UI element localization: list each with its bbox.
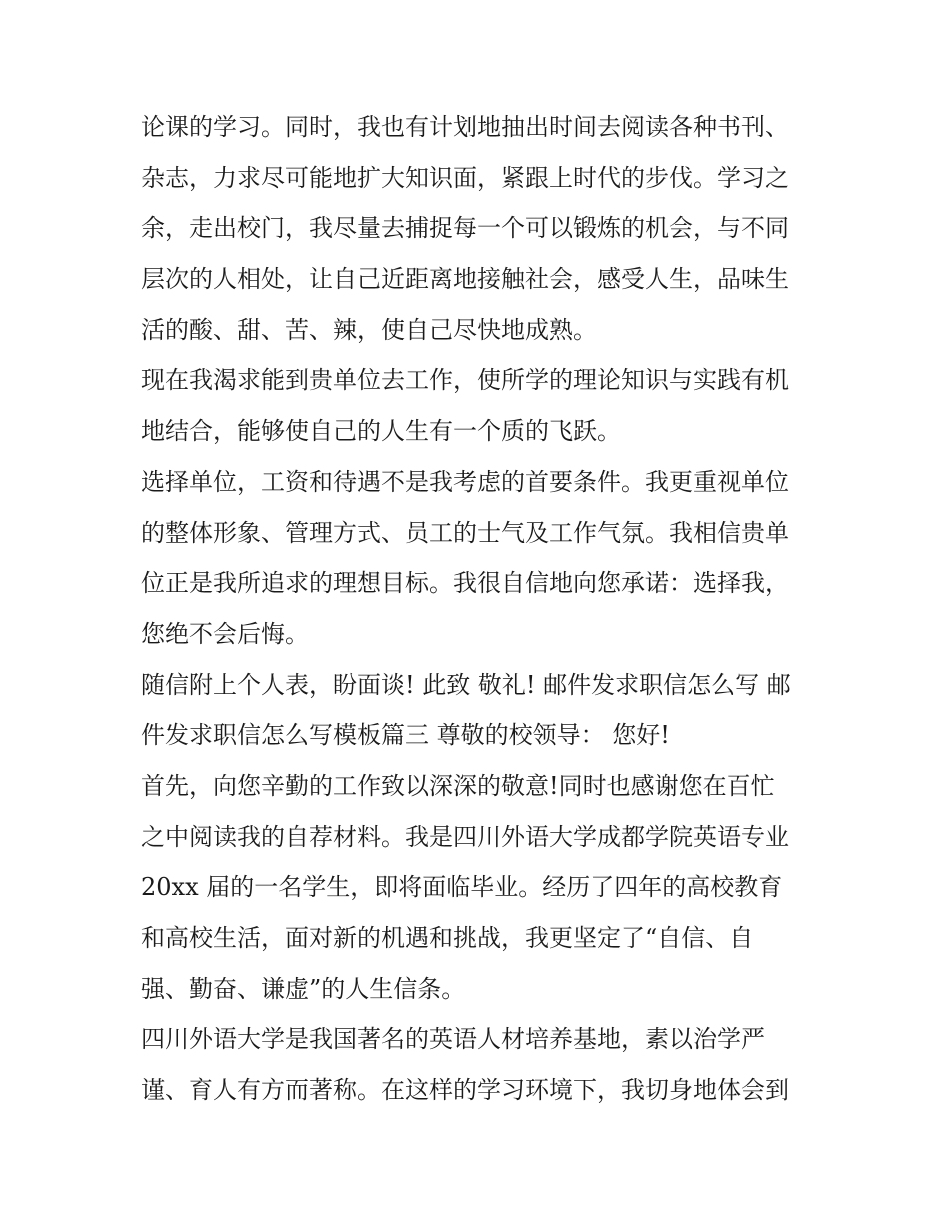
body-text: [141, 102, 821, 1116]
text-line: 随信附上个人表，盼面谈! 此致 敬礼! 邮件发求职信怎么写 邮: [141, 670, 791, 699]
text-line: 余，走出校门，我尽量去捕捉每一个可以锻炼的机会，与不同: [141, 214, 789, 243]
text-line: 杂志，力求尽可能地扩大知识面，紧跟上时代的步伐。学习之: [141, 163, 789, 192]
text-line: 件发求职信怎么写模板篇三 尊敬的校领导： 您好!: [141, 721, 670, 750]
text-line: 之中阅读我的自荐材料。我是四川外语大学成都学院英语专业: [141, 822, 789, 851]
text-line: 活的酸、甜、苦、辣，使自己尽快地成熟。: [141, 315, 597, 344]
text-line: 20xx 届的一名学生，即将面临毕业。经历了四年的高校教育: [141, 873, 783, 902]
text-line: 您绝不会后悔。: [141, 619, 309, 648]
text-line: 选择单位，工资和待遇不是我考虑的首要条件。我更重视单位: [141, 467, 789, 496]
text-line: 层次的人相处，让自己近距离地接触社会，感受人生，品味生: [141, 265, 789, 294]
text-line: 位正是我所追求的理想目标。我很自信地向您承诺：选择我，: [141, 569, 789, 598]
text-line: 的整体形象、管理方式、员工的士气及工作气氛。我相信贵单: [141, 518, 789, 547]
text-line: 谨、育人有方而著称。在这样的学习环境下，我切身地体会到: [141, 1076, 789, 1105]
text-line: 论课的学习。同时，我也有计划地抽出时间去阅读各种书刊、: [141, 113, 789, 141]
text-line: 现在我渴求能到贵单位去工作，使所学的理论知识与实践有机: [141, 366, 789, 395]
text-line: 强、勤奋、谦虚”的人生信条。: [141, 974, 466, 1003]
text-line: 首先，向您辛勤的工作致以深深的敬意!同时也感谢您在百忙: [141, 771, 775, 800]
text-line: 四川外语大学是我国著名的英语人材培养基地，素以治学严: [141, 1025, 765, 1054]
text-line: 和高校生活，面对新的机遇和挑战，我更坚定了“自信、自: [141, 924, 754, 952]
text-line: 地结合，能够使自己的人生有一个质的飞跃。: [141, 417, 621, 446]
